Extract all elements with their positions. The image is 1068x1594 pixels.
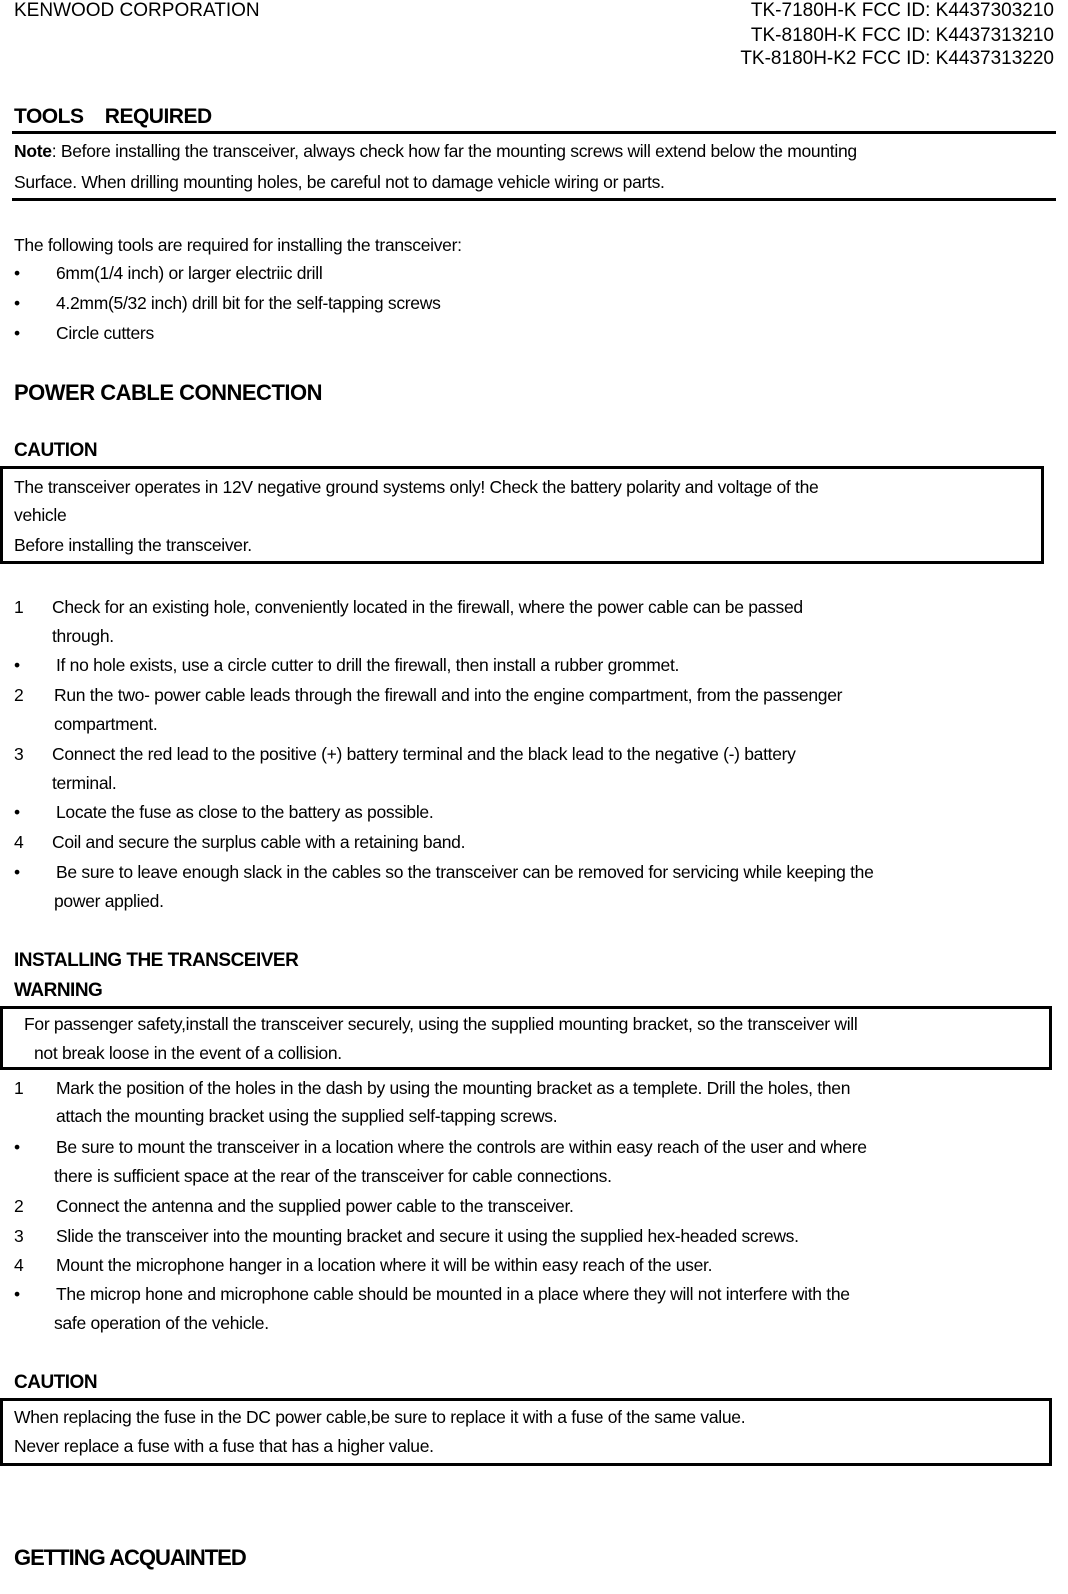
- tool-bullet-2: •: [14, 293, 20, 313]
- fcc-id-line-1: TK-7180H-K FCC ID: K4437303210: [750, 0, 1054, 21]
- power-step-text: Coil and secure the surplus cable with a retaining band.: [52, 832, 466, 852]
- power-step-text: Run the two- power cable leads through the firewall and into the engine compartment, from the passenger: [54, 685, 843, 705]
- tool-item-3: Circle cutters: [56, 323, 154, 343]
- install-step-number: 2: [14, 1196, 24, 1216]
- tool-bullet-1: •: [14, 263, 20, 283]
- power-caution-line-3: Before installing the transceiver.: [14, 535, 252, 555]
- install-step-bullet: •: [14, 1284, 20, 1304]
- install-step-text: attach the mounting bracket using the supplied self-tapping screws.: [56, 1106, 558, 1126]
- power-step-text: Connect the red lead to the positive (+) battery terminal and the black lead to the negative (-) battery: [52, 744, 796, 764]
- install-step-bullet: •: [14, 1137, 20, 1157]
- power-step-text: through.: [52, 626, 114, 646]
- install-warning-label: WARNING: [14, 980, 103, 1001]
- tools-note-line-1: [14, 141, 1044, 162]
- power-step-number: 3: [14, 744, 24, 764]
- power-caution-line-2: vehicle: [14, 505, 67, 525]
- note-label: Note: [14, 141, 52, 161]
- power-step-number: 2: [14, 685, 24, 705]
- tools-rule-top: [12, 131, 1056, 134]
- power-step-text: Check for an existing hole, conveniently located in the firewall, where the power cable can be passed: [52, 597, 803, 617]
- note-text: : Before installing the transceiver, always check how far the mounting screws will extend below the mounting: [51, 141, 857, 161]
- install-step-text: The microp hone and microphone cable should be mounted in a place where they will not interfere with the: [56, 1284, 850, 1304]
- tool-bullet-3: •: [14, 323, 20, 343]
- install-step-text: Mark the position of the holes in the dash by using the mounting bracket as a templete. Drill the holes, then: [56, 1078, 851, 1098]
- tool-item-2: 4.2mm(5/32 inch) drill bit for the self-tapping screws: [56, 293, 441, 313]
- power-step-bullet: •: [14, 802, 20, 822]
- fcc-id-line-2: TK-8180H-K FCC ID: K4437313210: [750, 25, 1054, 46]
- power-step-number: 1: [14, 597, 24, 617]
- install-warning-line-2: not break loose in the event of a collision.: [34, 1043, 342, 1063]
- power-step-text: terminal.: [52, 773, 117, 793]
- install-step-text: Be sure to mount the transceiver in a location where the controls are within easy reach of the user and where: [56, 1137, 867, 1157]
- install-step-text: Mount the microphone hanger in a location where it will be within easy reach of the user.: [56, 1255, 713, 1275]
- install-step-number: 1: [14, 1078, 24, 1098]
- install-heading: INSTALLING THE TRANSCEIVER: [14, 950, 299, 971]
- install-warning-line-1: For passenger safety,install the transceiver securely, using the supplied mounting bracket, so the transceiver will: [24, 1014, 858, 1034]
- install-step-text: safe operation of the vehicle.: [54, 1313, 269, 1333]
- install-step-text: there is sufficient space at the rear of the transceiver for cable connections.: [54, 1166, 612, 1186]
- power-step-text: Be sure to leave enough slack in the cables so the transceiver can be removed for servicing while keeping the: [56, 862, 874, 882]
- power-step-text: If no hole exists, use a circle cutter to drill the firewall, then install a rubber grommet.: [56, 655, 680, 675]
- power-step-text: Locate the fuse as close to the battery as possible.: [56, 802, 434, 822]
- power-step-bullet: •: [14, 655, 20, 675]
- install-caution-line-1: When replacing the fuse in the DC power cable,be sure to replace it with a fuse of the same value.: [14, 1407, 746, 1427]
- getting-acquainted-heading: GETTING ACQUAINTED: [14, 1545, 246, 1570]
- install-step-text: Connect the antenna and the supplied power cable to the transceiver.: [56, 1196, 574, 1216]
- tools-intro: The following tools are required for installing the transceiver:: [14, 235, 462, 255]
- power-step-number: 4: [14, 832, 24, 852]
- tools-note-line-2: Surface. When drilling mounting holes, be careful not to damage vehicle wiring or parts.: [14, 172, 665, 192]
- power-step-bullet: •: [14, 862, 20, 882]
- power-caution-label: CAUTION: [14, 440, 98, 461]
- tools-heading: TOOLS REQUIRED: [14, 105, 212, 128]
- install-caution-label: CAUTION: [14, 1372, 98, 1393]
- power-caution-line-1: The transceiver operates in 12V negative ground systems only! Check the battery polarity and voltage of the: [14, 477, 819, 497]
- power-step-text: compartment.: [54, 714, 158, 734]
- install-caution-line-2: Never replace a fuse with a fuse that has a higher value.: [14, 1436, 434, 1456]
- install-step-number: 4: [14, 1255, 24, 1275]
- install-step-number: 3: [14, 1226, 24, 1246]
- power-step-text: power applied.: [54, 891, 164, 911]
- tool-item-1: 6mm(1/4 inch) or larger electriic drill: [56, 263, 323, 283]
- company-name: KENWOOD CORPORATION: [14, 0, 260, 21]
- tools-rule-bottom: [12, 198, 1056, 201]
- fcc-id-line-3: TK-8180H-K2 FCC ID: K4437313220: [740, 48, 1054, 69]
- install-step-text: Slide the transceiver into the mounting bracket and secure it using the supplied hex-headed screws.: [56, 1226, 799, 1246]
- power-heading: POWER CABLE CONNECTION: [14, 380, 322, 405]
